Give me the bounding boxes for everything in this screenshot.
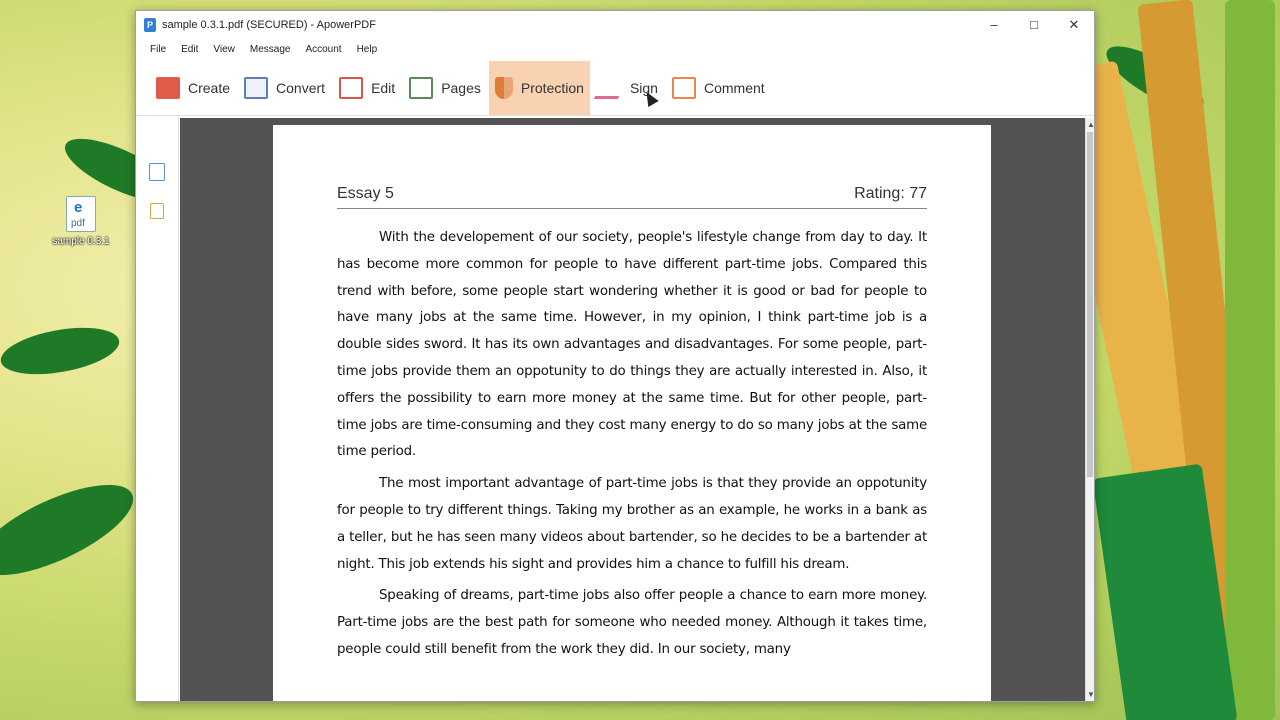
bamboo-stalk (1225, 0, 1275, 720)
desktop-icon-label: sample 0.3.1 (52, 236, 110, 247)
pages-button[interactable] (403, 61, 487, 115)
app-window (135, 10, 1095, 702)
create-icon (156, 77, 180, 99)
leaf-decoration (0, 467, 145, 593)
pen-icon (594, 77, 626, 99)
document-viewer[interactable] (180, 118, 1086, 701)
desktop-file-icon[interactable] (48, 196, 114, 247)
convert-button[interactable] (238, 61, 331, 115)
vertical-scrollbar[interactable] (1085, 118, 1094, 701)
close-icon[interactable]: ✕ (1068, 16, 1080, 32)
comment-label: Comment (703, 79, 765, 96)
maximize-icon[interactable]: □ (1030, 17, 1038, 32)
menu-file[interactable]: File (150, 43, 167, 55)
edit-icon (339, 77, 363, 99)
menu-view[interactable]: View (213, 43, 235, 55)
menu-message[interactable]: Message (249, 43, 291, 55)
menu-edit[interactable]: Edit (181, 43, 199, 55)
title-bar[interactable] (136, 11, 1094, 38)
essay-body (337, 225, 927, 669)
convert-icon (244, 77, 268, 99)
menu-bar (136, 38, 1094, 60)
sign-button[interactable] (592, 61, 664, 115)
document-page (273, 125, 991, 701)
convert-label: Convert (276, 79, 326, 96)
minimize-icon[interactable]: – (990, 17, 998, 32)
comment-button[interactable] (666, 61, 771, 115)
side-panel (136, 117, 179, 701)
pages-label: Pages (441, 79, 481, 96)
essay-rating: Rating: 77 (854, 185, 927, 202)
essay-paragraph: With the developement of our society, people's lifestyle change from day to day. It has become more common for people to have different part-time jobs. Compared this trend with before, some people start wondering whether it is good or bad for people to have many jobs at the same time. However, in my opinion, I think part-time job is a double sides sword. It has its own advantages and disadvantages. For some people, part-time jobs provide them an oppotunity to do things they are actually interested in. Also, it offers the possibility to earn more money at the same time. But for other people, part-time jobs are time-consuming and they cost many energy to do so many jobs at the same time period. (337, 230, 927, 460)
create-label: Create (188, 79, 231, 96)
create-button[interactable] (150, 61, 236, 115)
menu-account[interactable]: Account (305, 43, 342, 55)
thumbnails-icon[interactable] (149, 163, 165, 181)
essay-paragraph: The most important advantage of part-time jobs is that they provide an oppotunity for people to try different things. Taking my brother as an example, he works in a bank as a teller, but he has seen many videos about bartender, so he decides to be a bartender at night. This job extends his sight and provides him a chance to fulfill his dream. (337, 476, 927, 572)
edit-button[interactable] (333, 61, 401, 115)
leaf-decoration (0, 320, 123, 382)
attachments-icon[interactable] (150, 203, 164, 219)
essay-paragraph: Speaking of dreams, part-time jobs also offer people a chance to earn more money. Part-time jobs are the best path for someone who needed money. Although it takes time, people could still benefit from the work they did. In our society, many (337, 588, 927, 657)
edit-label: Edit (371, 79, 396, 96)
window-title: sample 0.3.1.pdf (SECURED) - ApowerPDF (162, 18, 376, 31)
scroll-down-icon[interactable]: ▼ (1087, 690, 1095, 699)
scroll-thumb[interactable] (1087, 132, 1093, 477)
pdf-file-icon: e pdf (66, 196, 96, 232)
protection-label: Protection (520, 79, 584, 96)
pages-icon (409, 77, 433, 99)
protection-button[interactable] (489, 61, 590, 115)
sign-label: Sign (629, 79, 658, 96)
menu-help[interactable]: Help (356, 43, 378, 55)
comment-icon (672, 77, 696, 99)
app-logo-icon: P (144, 18, 156, 32)
page-header (337, 185, 927, 209)
essay-title: Essay 5 (337, 185, 394, 202)
scroll-up-icon[interactable]: ▲ (1087, 120, 1095, 129)
shield-icon (495, 77, 513, 99)
toolbar (136, 60, 1094, 116)
